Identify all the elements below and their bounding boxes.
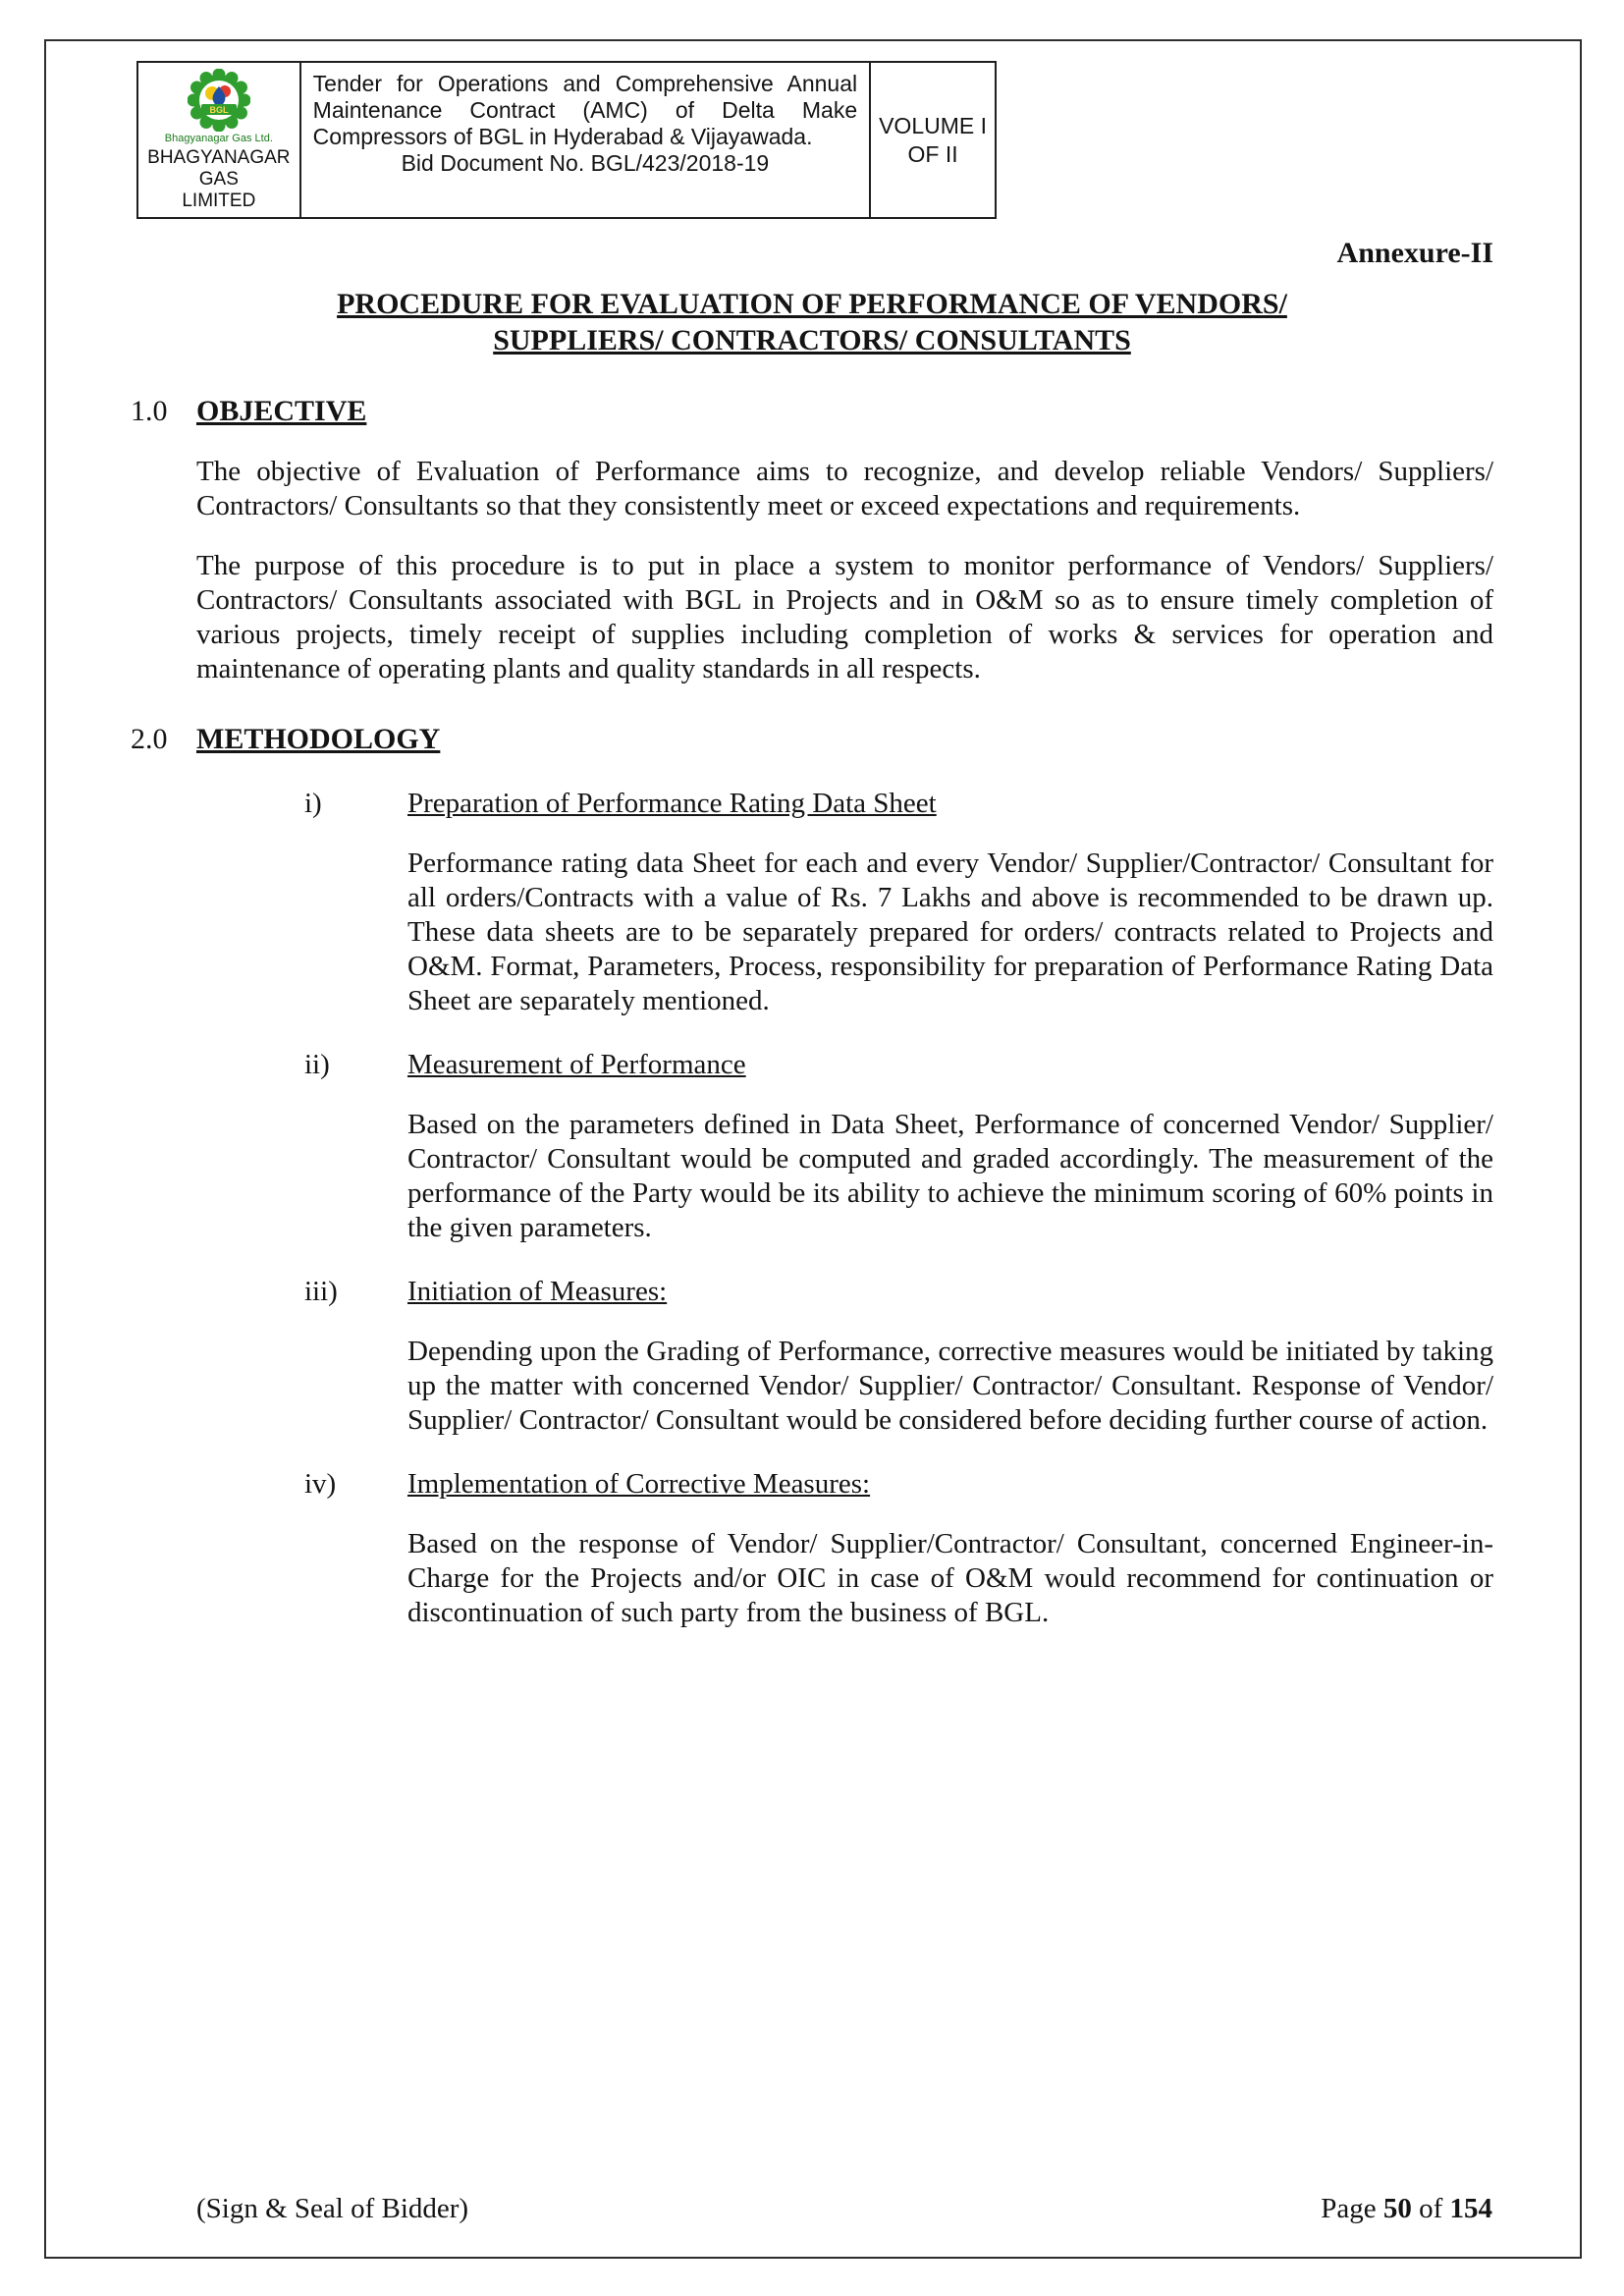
item-heading-i: [304, 787, 1493, 821]
item-paragraph: Based on the parameters defined in Data Sheet, Performance of concerned Vendor/ Supplier/ Contractor/ Consultant would be computed and graded accordingly. The measurement of the performance of the Party would be its ability to achieve the minimum scoring of 60% points in the given parameters.: [407, 1109, 1493, 1243]
volume-line2: OF II: [907, 140, 958, 167]
organization-name: [142, 147, 296, 212]
document-title-line1: PROCEDURE FOR EVALUATION OF PERFORMANCE OF VENDORS/: [337, 288, 1287, 320]
section-number: 1.0: [131, 395, 168, 427]
sign-seal-note: (Sign & Seal of Bidder): [196, 2193, 469, 2224]
document-content: [131, 61, 1493, 1630]
item-name: Implementation of Corrective Measures:: [407, 1468, 871, 1500]
logo-caption: Bhagyanagar Gas Ltd.: [164, 133, 273, 144]
page-number: Page 50 of 154: [1321, 2193, 1492, 2224]
organization-name-line2: LIMITED: [182, 191, 256, 211]
section-name: METHODOLOGY: [196, 723, 441, 755]
paragraph: The purpose of this procedure is to put in place a system to monitor performance of Vendors/ Suppliers/ Contractors/ Consultants associated with BGL in Projects and in O&M so as to ensure timely completion of various projects, timely receipt of supplies including completion of works & services for operation and maintenance of operating plants and quality standards in all respects.: [196, 550, 1493, 684]
item-paragraph: Depending upon the Grading of Performance, corrective measures would be initiated by taking up the matter with concerned Vendor/ Supplier/ Contractor/ Consultant. Response of Vendor/ Supplier/ Contractor/ Consultant would be considered before deciding further course of action.: [407, 1336, 1493, 1436]
bid-document-number: Bid Document No. BGL/423/2018-19: [401, 150, 770, 176]
item-paragraph: Performance rating data Sheet for each and every Vendor/ Supplier/Contractor/ Consultant for all orders/Contracts with a value of Rs. 7 Lakhs and above is recommended to be drawn up. These data sheets are to be separately prepared for orders/ contracts related to Projects and O&M. Format, Parameters, Process, responsibility for preparation of Performance Rating Data Sheet are separately mentioned.: [407, 847, 1493, 1016]
document-header-table: [136, 61, 997, 219]
item-number: i): [304, 788, 322, 819]
page-total: 154: [1449, 2193, 1492, 2224]
bgl-logo-icon: [188, 69, 250, 132]
page-current: 50: [1382, 2193, 1412, 2224]
tender-title: Tender for Operations and Comprehensive Annual Maintenance Contract (AMC) of Delta Make Compressors of BGL in Hyderabad & Vijayawada.: [312, 71, 858, 149]
item-number: ii): [304, 1049, 330, 1080]
item-paragraph: Based on the response of Vendor/ Supplier/Contractor/ Consultant, concerned Engineer-in-Charge for the Projects and/or OIC in case of O&M would recommend for continuation or discontinuation of such party from the business of BGL.: [407, 1528, 1493, 1628]
section-heading-methodology: [131, 722, 1493, 757]
logo-cell: [138, 63, 301, 217]
item-name: Preparation of Performance Rating Data Sheet: [407, 788, 937, 819]
item-number: iv): [304, 1468, 337, 1500]
section-heading-objective: [131, 394, 1493, 429]
document-title-line2: SUPPLIERS/ CONTRACTORS/ CONSULTANTS: [493, 324, 1131, 356]
item-heading-ii: [304, 1048, 1493, 1082]
section-number: 2.0: [131, 723, 168, 755]
logo-monogram: BGL: [209, 105, 229, 115]
organization-name-line1: BHAGYANAGAR GAS: [147, 147, 291, 190]
item-name: Initiation of Measures:: [407, 1276, 668, 1307]
page-footer: [196, 2192, 1492, 2225]
paragraph: The objective of Evaluation of Performance aims to recognize, and develop reliable Vendors/ Suppliers/ Contractors/ Consultants so that they consistently meet or exceed expectations and requirements.: [196, 456, 1493, 521]
volume-cell: [871, 63, 995, 217]
item-number: iii): [304, 1276, 338, 1307]
annexure-label: Annexure-II: [1336, 237, 1493, 269]
tender-title-cell: [301, 63, 871, 217]
section-name: OBJECTIVE: [196, 395, 367, 427]
item-heading-iii: [304, 1275, 1493, 1309]
volume-line1: VOLUME I: [879, 112, 988, 138]
item-heading-iv: [304, 1467, 1493, 1502]
item-name: Measurement of Performance: [407, 1049, 746, 1080]
document-title: [131, 286, 1493, 358]
